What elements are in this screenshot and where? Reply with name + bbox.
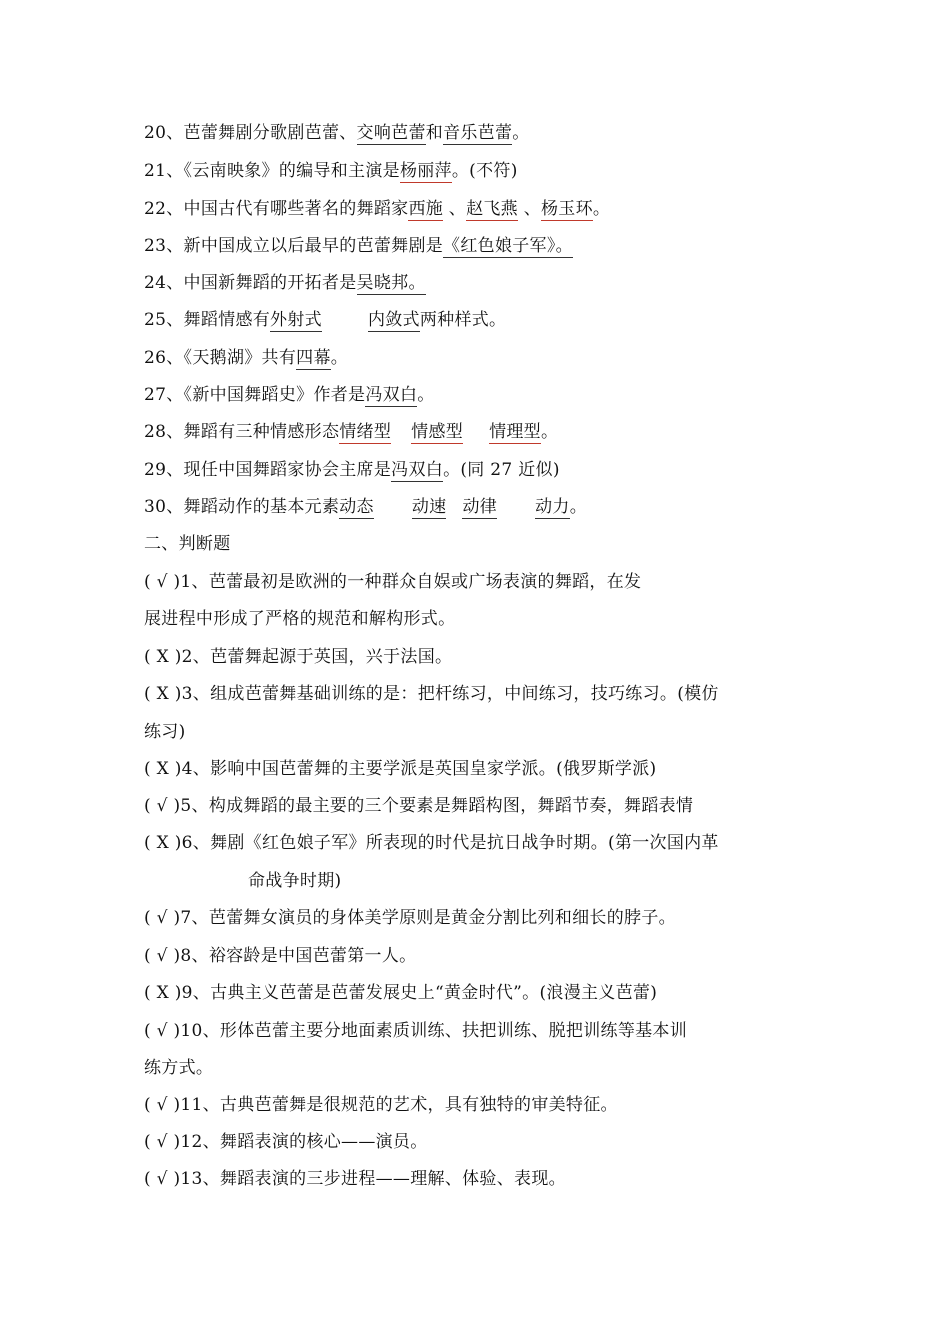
question-text: 中国古代有哪些著名的舞蹈家 bbox=[183, 199, 409, 219]
question-text: 、 bbox=[517, 199, 541, 219]
fill-question-23 bbox=[144, 235, 573, 258]
fill-question-26 bbox=[144, 347, 348, 370]
fill-question-28 bbox=[144, 421, 558, 444]
judge-line: ( X )3、组成芭蕾舞基础训练的是：把杆练习，中间练习，技巧练习。(模仿 bbox=[144, 684, 719, 704]
answer-blank: 吴晓邦。 bbox=[356, 273, 426, 293]
judge-line: ( X )9、古典主义芭蕾是芭蕾发展史上“黄金时代”。(浪漫主义芭蕾) bbox=[144, 983, 658, 1003]
question-number: 30、 bbox=[144, 497, 184, 517]
answer-blank: 动态 bbox=[339, 497, 374, 517]
question-text: 。(同 27 近似) bbox=[443, 460, 560, 480]
judge-line: 命战争时期) bbox=[248, 871, 342, 891]
answer-blank: 动力 bbox=[535, 497, 570, 517]
question-number: 23、 bbox=[144, 236, 184, 256]
question-text: 。(不符) bbox=[451, 161, 518, 181]
section-title: 二、判断题 bbox=[144, 534, 231, 554]
judge-line: ( √ )7、芭蕾舞女演员的身体美学原则是黄金分割比列和细长的脖子。 bbox=[144, 908, 676, 928]
question-text: 《云南映象》的编导和主演是 bbox=[183, 161, 400, 181]
fill-question-21 bbox=[144, 160, 518, 183]
judge-line: 练方式。 bbox=[144, 1058, 214, 1078]
answer-blank: 内敛式 bbox=[367, 310, 420, 330]
question-number: 25、 bbox=[144, 310, 184, 330]
answer-blank: 《红色娘子军》。 bbox=[443, 236, 573, 256]
judge-line: ( X )4、影响中国芭蕾舞的主要学派是英国皇家学派。(俄罗斯学派) bbox=[144, 759, 657, 779]
question-text: 《天鹅湖》共有 bbox=[183, 348, 297, 368]
judge-line: ( √ )10、形体芭蕾主要分地面素质训练、扶把训练、脱把训练等基本训 bbox=[144, 1021, 688, 1041]
judge-line: ( X )6、舞剧《红色娘子军》所表现的时代是抗日战争时期。(第一次国内革 bbox=[144, 833, 719, 853]
question-number: 26、 bbox=[144, 348, 184, 368]
answer-blank: 交响芭蕾 bbox=[356, 123, 426, 143]
answer-blank: 动律 bbox=[462, 497, 498, 517]
judge-line: 练习) bbox=[144, 722, 186, 742]
question-number: 28、 bbox=[144, 422, 184, 442]
answer-blank: 情绪型 bbox=[339, 422, 392, 442]
answer-blank: 冯双白 bbox=[365, 385, 418, 405]
question-text: 。 bbox=[569, 497, 587, 517]
answer-blank: 外射式 bbox=[270, 310, 322, 330]
fill-question-29 bbox=[144, 459, 560, 482]
answer-blank: 音乐芭蕾 bbox=[443, 123, 513, 143]
question-text: 两种样式。 bbox=[419, 310, 507, 330]
fill-question-20 bbox=[144, 122, 530, 145]
answer-blank: 西施 bbox=[408, 199, 444, 219]
answer-blank: 赵飞燕 bbox=[466, 199, 518, 219]
judge-line: ( √ )1、芭蕾最初是欧洲的一种群众自娱或广场表演的舞蹈，在发 bbox=[144, 572, 642, 592]
question-text: 。 bbox=[417, 385, 435, 405]
question-text: 新中国成立以后最早的芭蕾舞剧是 bbox=[183, 236, 444, 256]
question-text: 中国新舞蹈的开拓者是 bbox=[183, 273, 357, 293]
question-text: 。 bbox=[512, 123, 530, 143]
question-text: 《新中国舞蹈史》作者是 bbox=[183, 385, 366, 405]
question-number: 27、 bbox=[144, 385, 184, 405]
judge-line: 展进程中形成了严格的规范和解构形式。 bbox=[144, 609, 456, 629]
judge-line: ( √ )13、舞蹈表演的三步进程——理解、体验、表现。 bbox=[144, 1169, 566, 1189]
judge-line: ( √ )11、古典芭蕾舞是很规范的艺术，具有独特的审美特征。 bbox=[144, 1095, 618, 1115]
question-text: 、 bbox=[443, 199, 467, 219]
question-text: 舞蹈情感有 bbox=[183, 310, 271, 330]
question-number: 20、 bbox=[144, 123, 184, 143]
judge-line: ( √ )5、构成舞蹈的最主要的三个要素是舞蹈构图，舞蹈节奏，舞蹈表情 bbox=[144, 796, 694, 816]
question-text: 芭蕾舞剧分歌剧芭蕾、 bbox=[183, 123, 357, 143]
judge-line: ( X )2、芭蕾舞起源于英国，兴于法国。 bbox=[144, 647, 453, 667]
question-text: 。 bbox=[330, 348, 349, 368]
answer-blank: 动速 bbox=[411, 497, 447, 517]
question-text: 和 bbox=[425, 123, 444, 143]
fill-question-30 bbox=[144, 496, 587, 519]
answer-blank: 杨玉环 bbox=[541, 199, 593, 219]
question-text: 。 bbox=[540, 422, 559, 442]
fill-question-24 bbox=[144, 272, 426, 295]
question-text: 。 bbox=[592, 199, 611, 219]
answer-blank: 情感型 bbox=[411, 422, 464, 442]
judge-line: ( √ )12、舞蹈表演的核心——演员。 bbox=[144, 1132, 428, 1152]
question-number: 21、 bbox=[144, 161, 184, 181]
question-text: 舞蹈有三种情感形态 bbox=[183, 422, 340, 442]
answer-blank: 冯双白 bbox=[391, 460, 444, 480]
question-number: 22、 bbox=[144, 199, 184, 219]
question-text: 现任中国舞蹈家协会主席是 bbox=[183, 460, 392, 480]
judge-line: ( √ )8、裕容龄是中国芭蕾第一人。 bbox=[144, 946, 417, 966]
question-number: 24、 bbox=[144, 273, 184, 293]
fill-question-22 bbox=[144, 198, 610, 221]
question-text: 舞蹈动作的基本元素 bbox=[183, 497, 340, 517]
fill-question-27 bbox=[144, 384, 435, 407]
answer-blank: 四幕 bbox=[296, 348, 331, 368]
fill-question-25 bbox=[144, 309, 506, 332]
question-number: 29、 bbox=[144, 460, 184, 480]
answer-blank: 情理型 bbox=[489, 422, 541, 442]
answer-blank: 杨丽萍 bbox=[399, 161, 452, 181]
